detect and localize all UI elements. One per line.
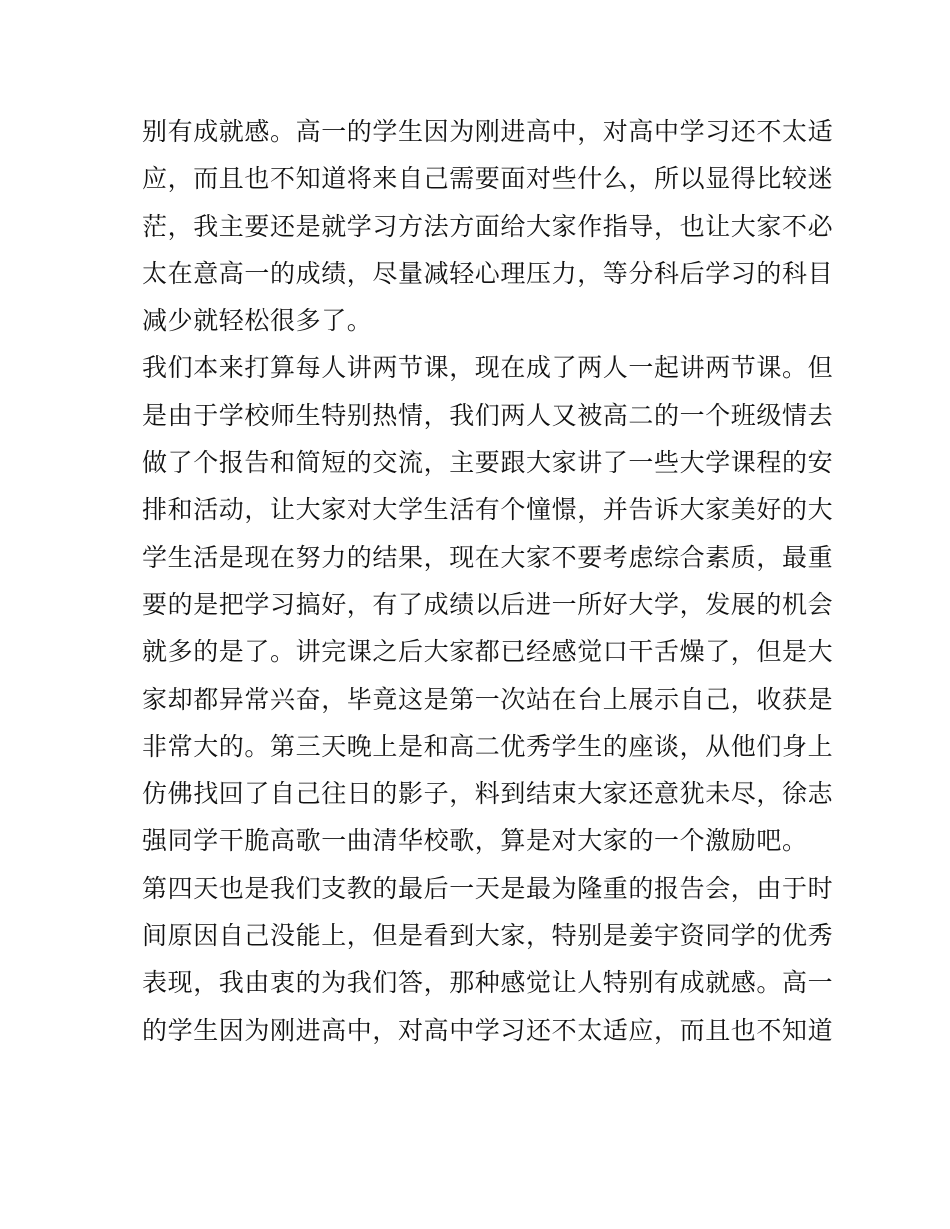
text-line: 就多的是了。讲完课之后大家都已经感觉口干舌燥了，但是大 (142, 637, 834, 667)
text-line: 排和活动，让大家对大学生活有个憧憬，并告诉大家美好的大 (142, 495, 834, 525)
text-line: 表现，我由衷的为我们答，那种感觉让人特别有成就感。高一 (142, 968, 834, 998)
text-line: 第四天也是我们支教的最后一天是最为隆重的报告会，由于时 (142, 873, 834, 903)
text-line: 非常大的。第三天晚上是和高二优秀学生的座谈，从他们身上 (142, 731, 834, 761)
text-line: 强同学干脆高歌一曲清华校歌，算是对大家的一个激励吧。 (142, 826, 808, 856)
text-line: 仿佛找回了自己往日的影子，料到结束大家还意犹未尽，徐志 (142, 779, 834, 809)
text-line: 的学生因为刚进高中，对高中学习还不太适应，而且也不知道 (142, 1015, 834, 1045)
text-line: 太在意高一的成绩，尽量减轻心理压力，等分科后学习的科目 (142, 258, 834, 288)
text-line: 减少就轻松很多了。 (142, 306, 373, 336)
text-line: 茫，我主要还是就学习方法方面给大家作指导，也让大家不必 (142, 211, 834, 241)
text-line: 要的是把学习搞好，有了成绩以后进一所好大学，发展的机会 (142, 589, 834, 619)
text-line: 学生活是现在努力的结果，现在大家不要考虑综合素质，最重 (142, 542, 834, 572)
text-line: 别有成就感。高一的学生因为刚进高中，对高中学习还不太适 (142, 117, 834, 146)
text-line: 我们本来打算每人讲两节课，现在成了两人一起讲两节课。但 (142, 353, 834, 383)
text-line: 应，而且也不知道将来自己需要面对些什么，所以显得比较迷 (142, 164, 834, 194)
text-line: 做了个报告和简短的交流，主要跟大家讲了一些大学课程的安 (142, 448, 834, 478)
body-text (142, 108, 834, 1054)
text-line: 是由于学校师生特别热情，我们两人又被高二的一个班级情去 (142, 400, 834, 430)
text-line: 家却都异常兴奋，毕竟这是第一次站在台上展示自己，收获是 (142, 684, 834, 714)
text-line: 间原因自己没能上，但是看到大家，特别是姜宇资同学的优秀 (142, 921, 834, 951)
